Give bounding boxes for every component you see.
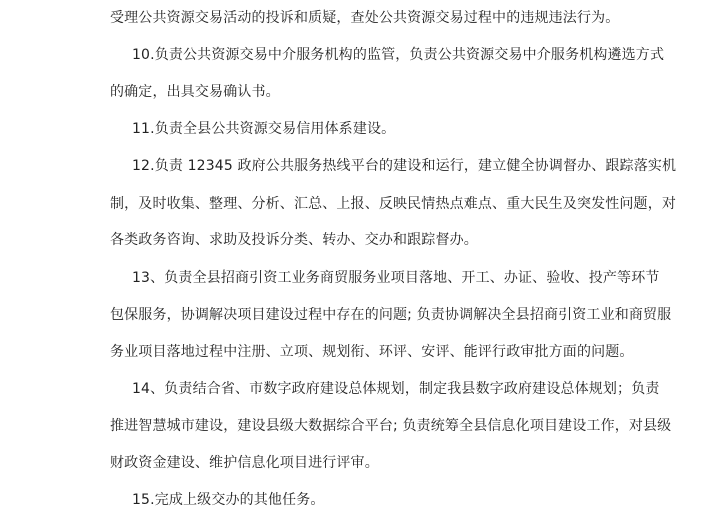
text-line-item-12-end: 各类政务咨询、求助及投诉分类、转办、交办和跟踪督办。	[110, 232, 478, 248]
text-line-item-12-start: 12.负责 12345 政府公共服务热线平台的建设和运行，建立健全协调督办、跟踪落实机	[132, 158, 677, 174]
text-line-item-13-end: 务业项目落地过程中注册、立项、规划衔、环评、安评、能评行政审批方面的问题。	[110, 344, 634, 360]
text-line-item-12-middle: 制，及时收集、整理、分析、汇总、上报、反映民情热点难点、重大民生及突发性问题，对	[110, 196, 676, 212]
text-line-item-10-start: 10.负责公共资源交易中介服务机构的监管，负责公共资源交易中介服务机构遴选方式	[132, 47, 665, 63]
text-line-item-14-middle: 推进智慧城市建设，建设县级大数据综合平台; 负责统筹全县信息化项目建设工作，对县级	[110, 418, 672, 434]
text-line-item-15: 15.完成上级交办的其他任务。	[132, 492, 325, 508]
text-line-item-11: 11.负责全县公共资源交易信用体系建设。	[132, 121, 396, 137]
text-line-item-14-end: 财政资金建设、维护信息化项目进行评审。	[110, 455, 379, 471]
text-line-item-13-middle: 包保服务，协调解决项目建设过程中存在的问题; 负责协调解决全县招商引资工业和商贸服	[110, 307, 672, 323]
text-line-item-10-end: 的确定，出具交易确认书。	[110, 84, 280, 100]
text-line-1: 受理公共资源交易活动的投诉和质疑，查处公共资源交易过程中的违规违法行为。	[110, 10, 620, 26]
text-line-item-14-start: 14、负责结合省、市数字政府建设总体规划，制定我县数字政府建设总体规划；负责	[132, 381, 660, 397]
text-line-item-13-start: 13、负责全县招商引资工业务商贸服务业项目落地、开工、办证、验收、投产等环节	[132, 270, 660, 286]
